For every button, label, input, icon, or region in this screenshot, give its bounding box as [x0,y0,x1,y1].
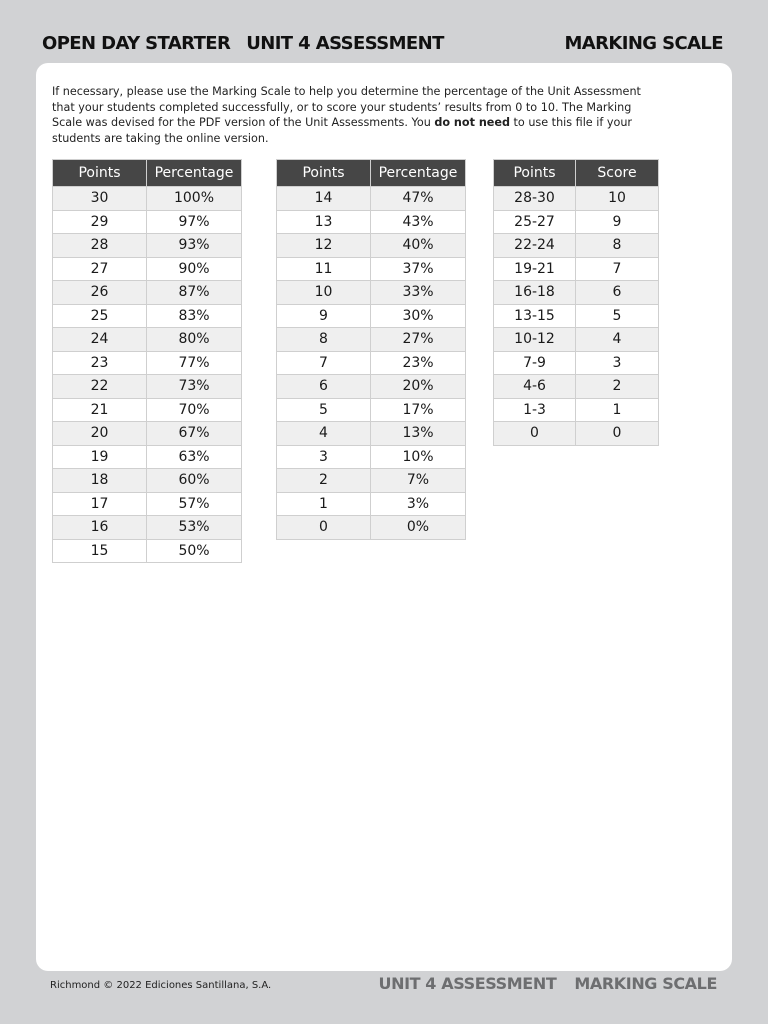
points-cell: 18 [53,469,147,493]
table-row [277,304,466,328]
score-cell: 7 [576,257,659,281]
table-row [494,328,659,352]
table-row [494,210,659,234]
table-row [53,328,242,352]
points-score-table [493,159,659,446]
percentage-cell: 0% [371,516,466,540]
table-row [494,422,659,446]
points-cell: 5 [277,398,371,422]
score-cell: 1 [576,398,659,422]
points-cell: 13 [277,210,371,234]
points-cell: 10 [277,281,371,305]
table-row [277,516,466,540]
assessment-title: UNIT 4 ASSESSMENT [246,33,444,54]
percentage-cell: 37% [371,257,466,281]
percentage-cell: 10% [371,445,466,469]
percentage-cell: 13% [371,422,466,446]
points-cell: 28 [53,234,147,258]
percentage-cell: 97% [147,210,242,234]
table-row [277,328,466,352]
table-row [494,234,659,258]
percentage-cell: 93% [147,234,242,258]
table-row [53,398,242,422]
percentage-cell: 60% [147,469,242,493]
table-row [53,281,242,305]
table-row [494,281,659,305]
footer-assessment-title: UNIT 4 ASSESSMENT [378,974,557,993]
column-header: Percentage [371,160,466,187]
points-cell: 11 [277,257,371,281]
intro-text-1: If necessary, please use the Marking Scale to help you determine the percentage of the Unit Assessment that your students completed successfully, or to score your students’ results from 0 to 10. The Marking Scale was devised for the PDF version of the Unit Assessments. You [52,85,641,129]
points-cell: 16 [53,516,147,540]
percentage-cell: 53% [147,516,242,540]
content-card [36,63,732,971]
percentage-cell: 33% [371,281,466,305]
percentage-cell: 17% [371,398,466,422]
points-cell: 3 [277,445,371,469]
table-row [53,422,242,446]
percentage-cell: 30% [371,304,466,328]
table-row [494,375,659,399]
points-cell: 1 [277,492,371,516]
points-cell: 13-15 [494,304,576,328]
points-cell: 22-24 [494,234,576,258]
table-row [277,351,466,375]
copyright-footer: Richmond © 2022 Ediciones Santillana, S.A. [50,980,272,991]
table-row [53,234,242,258]
score-cell: 5 [576,304,659,328]
column-header: Score [576,160,659,187]
column-header: Points [277,160,371,187]
table-row [53,210,242,234]
percentage-cell: 20% [371,375,466,399]
points-cell: 2 [277,469,371,493]
points-percentage-table-2 [276,159,466,540]
percentage-cell: 70% [147,398,242,422]
score-cell: 9 [576,210,659,234]
score-cell: 8 [576,234,659,258]
intro-text-2: to use this file if your students are taking the online version. [52,116,633,145]
points-cell: 4-6 [494,375,576,399]
points-cell: 6 [277,375,371,399]
table-row [494,187,659,211]
column-header: Points [494,160,576,187]
column-header: Percentage [147,160,242,187]
percentage-cell: 47% [371,187,466,211]
points-cell: 15 [53,539,147,563]
percentage-cell: 73% [147,375,242,399]
percentage-cell: 63% [147,445,242,469]
page-header-right: MARKING SCALE [564,33,723,54]
points-cell: 29 [53,210,147,234]
points-cell: 30 [53,187,147,211]
table-row [53,492,242,516]
points-cell: 19-21 [494,257,576,281]
points-cell: 7 [277,351,371,375]
percentage-cell: 80% [147,328,242,352]
table-row [277,281,466,305]
percentage-cell: 100% [147,187,242,211]
points-cell: 26 [53,281,147,305]
percentage-cell: 23% [371,351,466,375]
table-row [277,398,466,422]
points-cell: 8 [277,328,371,352]
percentage-cell: 3% [371,492,466,516]
score-cell: 10 [576,187,659,211]
table-row [494,304,659,328]
table-row [53,187,242,211]
table-row [494,351,659,375]
percentage-cell: 67% [147,422,242,446]
points-cell: 17 [53,492,147,516]
percentage-cell: 90% [147,257,242,281]
table-row [53,375,242,399]
score-cell: 4 [576,328,659,352]
points-cell: 19 [53,445,147,469]
score-cell: 0 [576,422,659,446]
table-row [53,539,242,563]
points-cell: 23 [53,351,147,375]
percentage-cell: 43% [371,210,466,234]
points-cell: 0 [494,422,576,446]
points-cell: 25-27 [494,210,576,234]
table-row [277,257,466,281]
points-cell: 25 [53,304,147,328]
footer-titles [378,974,717,993]
score-cell: 6 [576,281,659,305]
table-row [277,187,466,211]
points-percentage-table-1 [52,159,242,563]
percentage-cell: 50% [147,539,242,563]
points-cell: 12 [277,234,371,258]
score-cell: 3 [576,351,659,375]
table-row [53,257,242,281]
table-row [277,492,466,516]
table-row [277,234,466,258]
course-title: OPEN DAY STARTER [42,33,231,54]
table-row [494,257,659,281]
percentage-cell: 40% [371,234,466,258]
points-cell: 27 [53,257,147,281]
percentage-cell: 87% [147,281,242,305]
table-row [494,398,659,422]
points-cell: 9 [277,304,371,328]
points-cell: 16-18 [494,281,576,305]
table-row [277,210,466,234]
percentage-cell: 83% [147,304,242,328]
points-cell: 20 [53,422,147,446]
table-row [53,445,242,469]
table-row [277,422,466,446]
points-cell: 7-9 [494,351,576,375]
column-header: Points [53,160,147,187]
table-row [53,516,242,540]
points-cell: 24 [53,328,147,352]
percentage-cell: 27% [371,328,466,352]
table-row [277,469,466,493]
points-cell: 21 [53,398,147,422]
table-row [277,375,466,399]
intro-paragraph [52,84,662,146]
points-cell: 1-3 [494,398,576,422]
intro-text-bold: do not need [434,116,510,129]
percentage-cell: 7% [371,469,466,493]
points-cell: 4 [277,422,371,446]
table-row [53,304,242,328]
score-cell: 2 [576,375,659,399]
table-row [277,445,466,469]
points-cell: 22 [53,375,147,399]
footer-scale-title: MARKING SCALE [574,974,717,993]
points-cell: 14 [277,187,371,211]
percentage-cell: 57% [147,492,242,516]
points-cell: 28-30 [494,187,576,211]
points-cell: 10-12 [494,328,576,352]
table-row [53,351,242,375]
points-cell: 0 [277,516,371,540]
table-row [53,469,242,493]
page-header-left [42,30,460,58]
percentage-cell: 77% [147,351,242,375]
